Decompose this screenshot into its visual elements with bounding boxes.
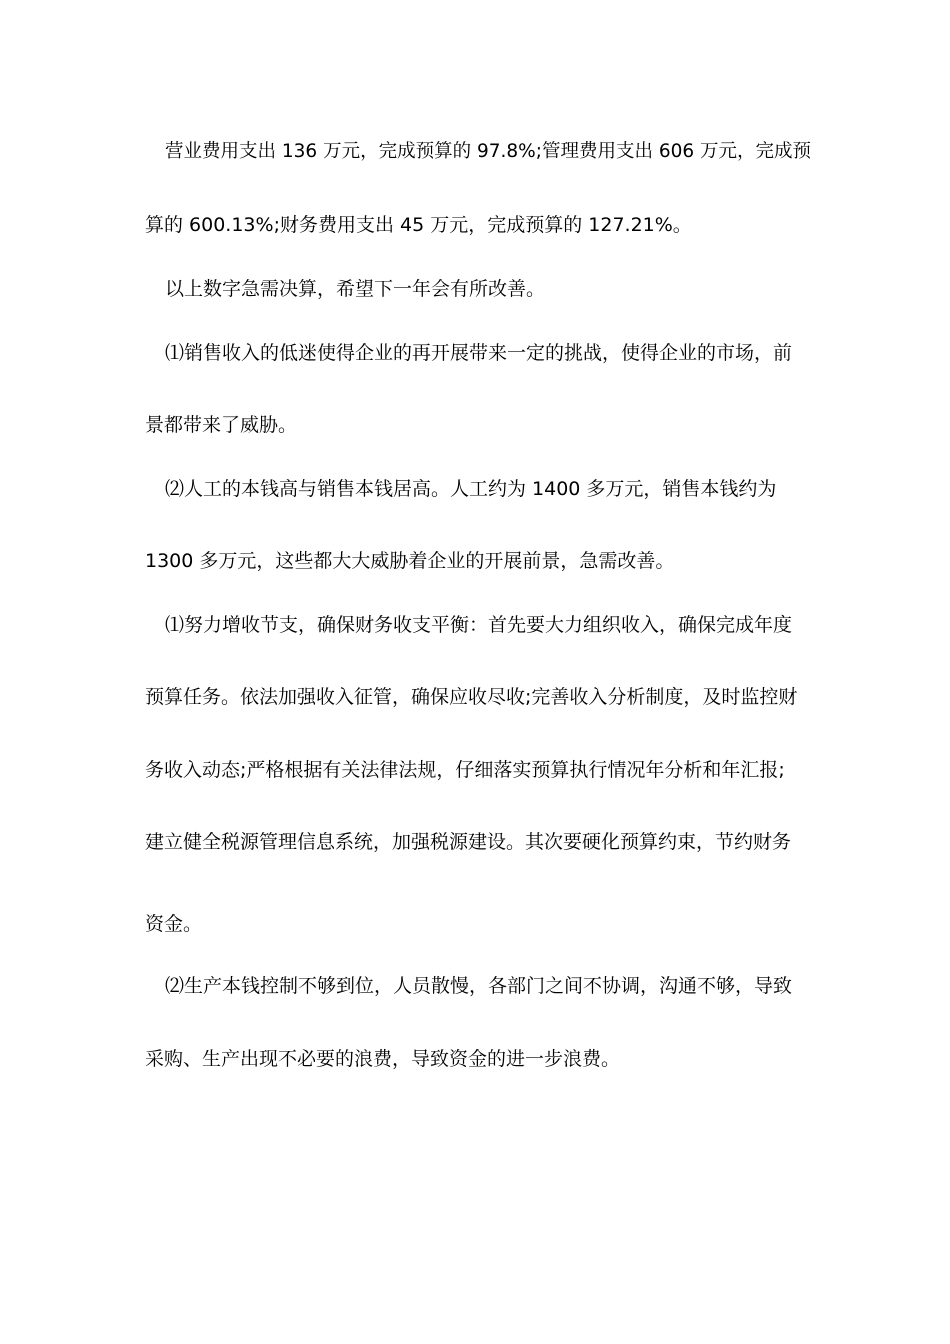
paragraph-line: 务收入动态;严格根据有关法律法规，仔细落实预算执行情况年分析和年汇报; <box>145 759 785 781</box>
paragraph-line: 采购、生产出现不必要的浪费，导致资金的进一步浪费。 <box>145 1048 621 1070</box>
paragraph-line: ⑴销售收入的低迷使得企业的再开展带来一定的挑战，使得企业的市场，前 <box>165 342 793 364</box>
paragraph-line: 预算任务。依法加强收入征管，确保应收尽收;完善收入分析制度，及时监控财 <box>145 686 798 708</box>
paragraph-line: ⑵人工的本钱高与销售本钱居高。人工约为 1400 多万元，销售本钱约为 <box>165 478 777 500</box>
paragraph-line: ⑵生产本钱控制不够到位，人员散慢，各部门之间不协调，沟通不够，导致 <box>165 975 793 997</box>
paragraph-line: 资金。 <box>145 913 203 935</box>
paragraph-line: 建立健全税源管理信息系统，加强税源建设。其次要硬化预算约束，节约财务 <box>145 831 792 853</box>
paragraph-line: 以上数字急需决算，希望下一年会有所改善。 <box>165 278 546 300</box>
paragraph-line: 算的 600.13%;财务费用支出 45 万元，完成预算的 127.21%。 <box>145 214 692 236</box>
paragraph-line: 营业费用支出 136 万元，完成预算的 97.8%;管理费用支出 606 万元，完成预 <box>165 141 812 162</box>
paragraph-line: ⑴努力增收节支，确保财务收支平衡：首先要大力组织收入，确保完成年度 <box>165 614 793 636</box>
paragraph-line: 1300 多万元，这些都大大威胁着企业的开展前景，急需改善。 <box>145 550 675 572</box>
paragraph-line: 景都带来了威胁。 <box>145 414 298 436</box>
